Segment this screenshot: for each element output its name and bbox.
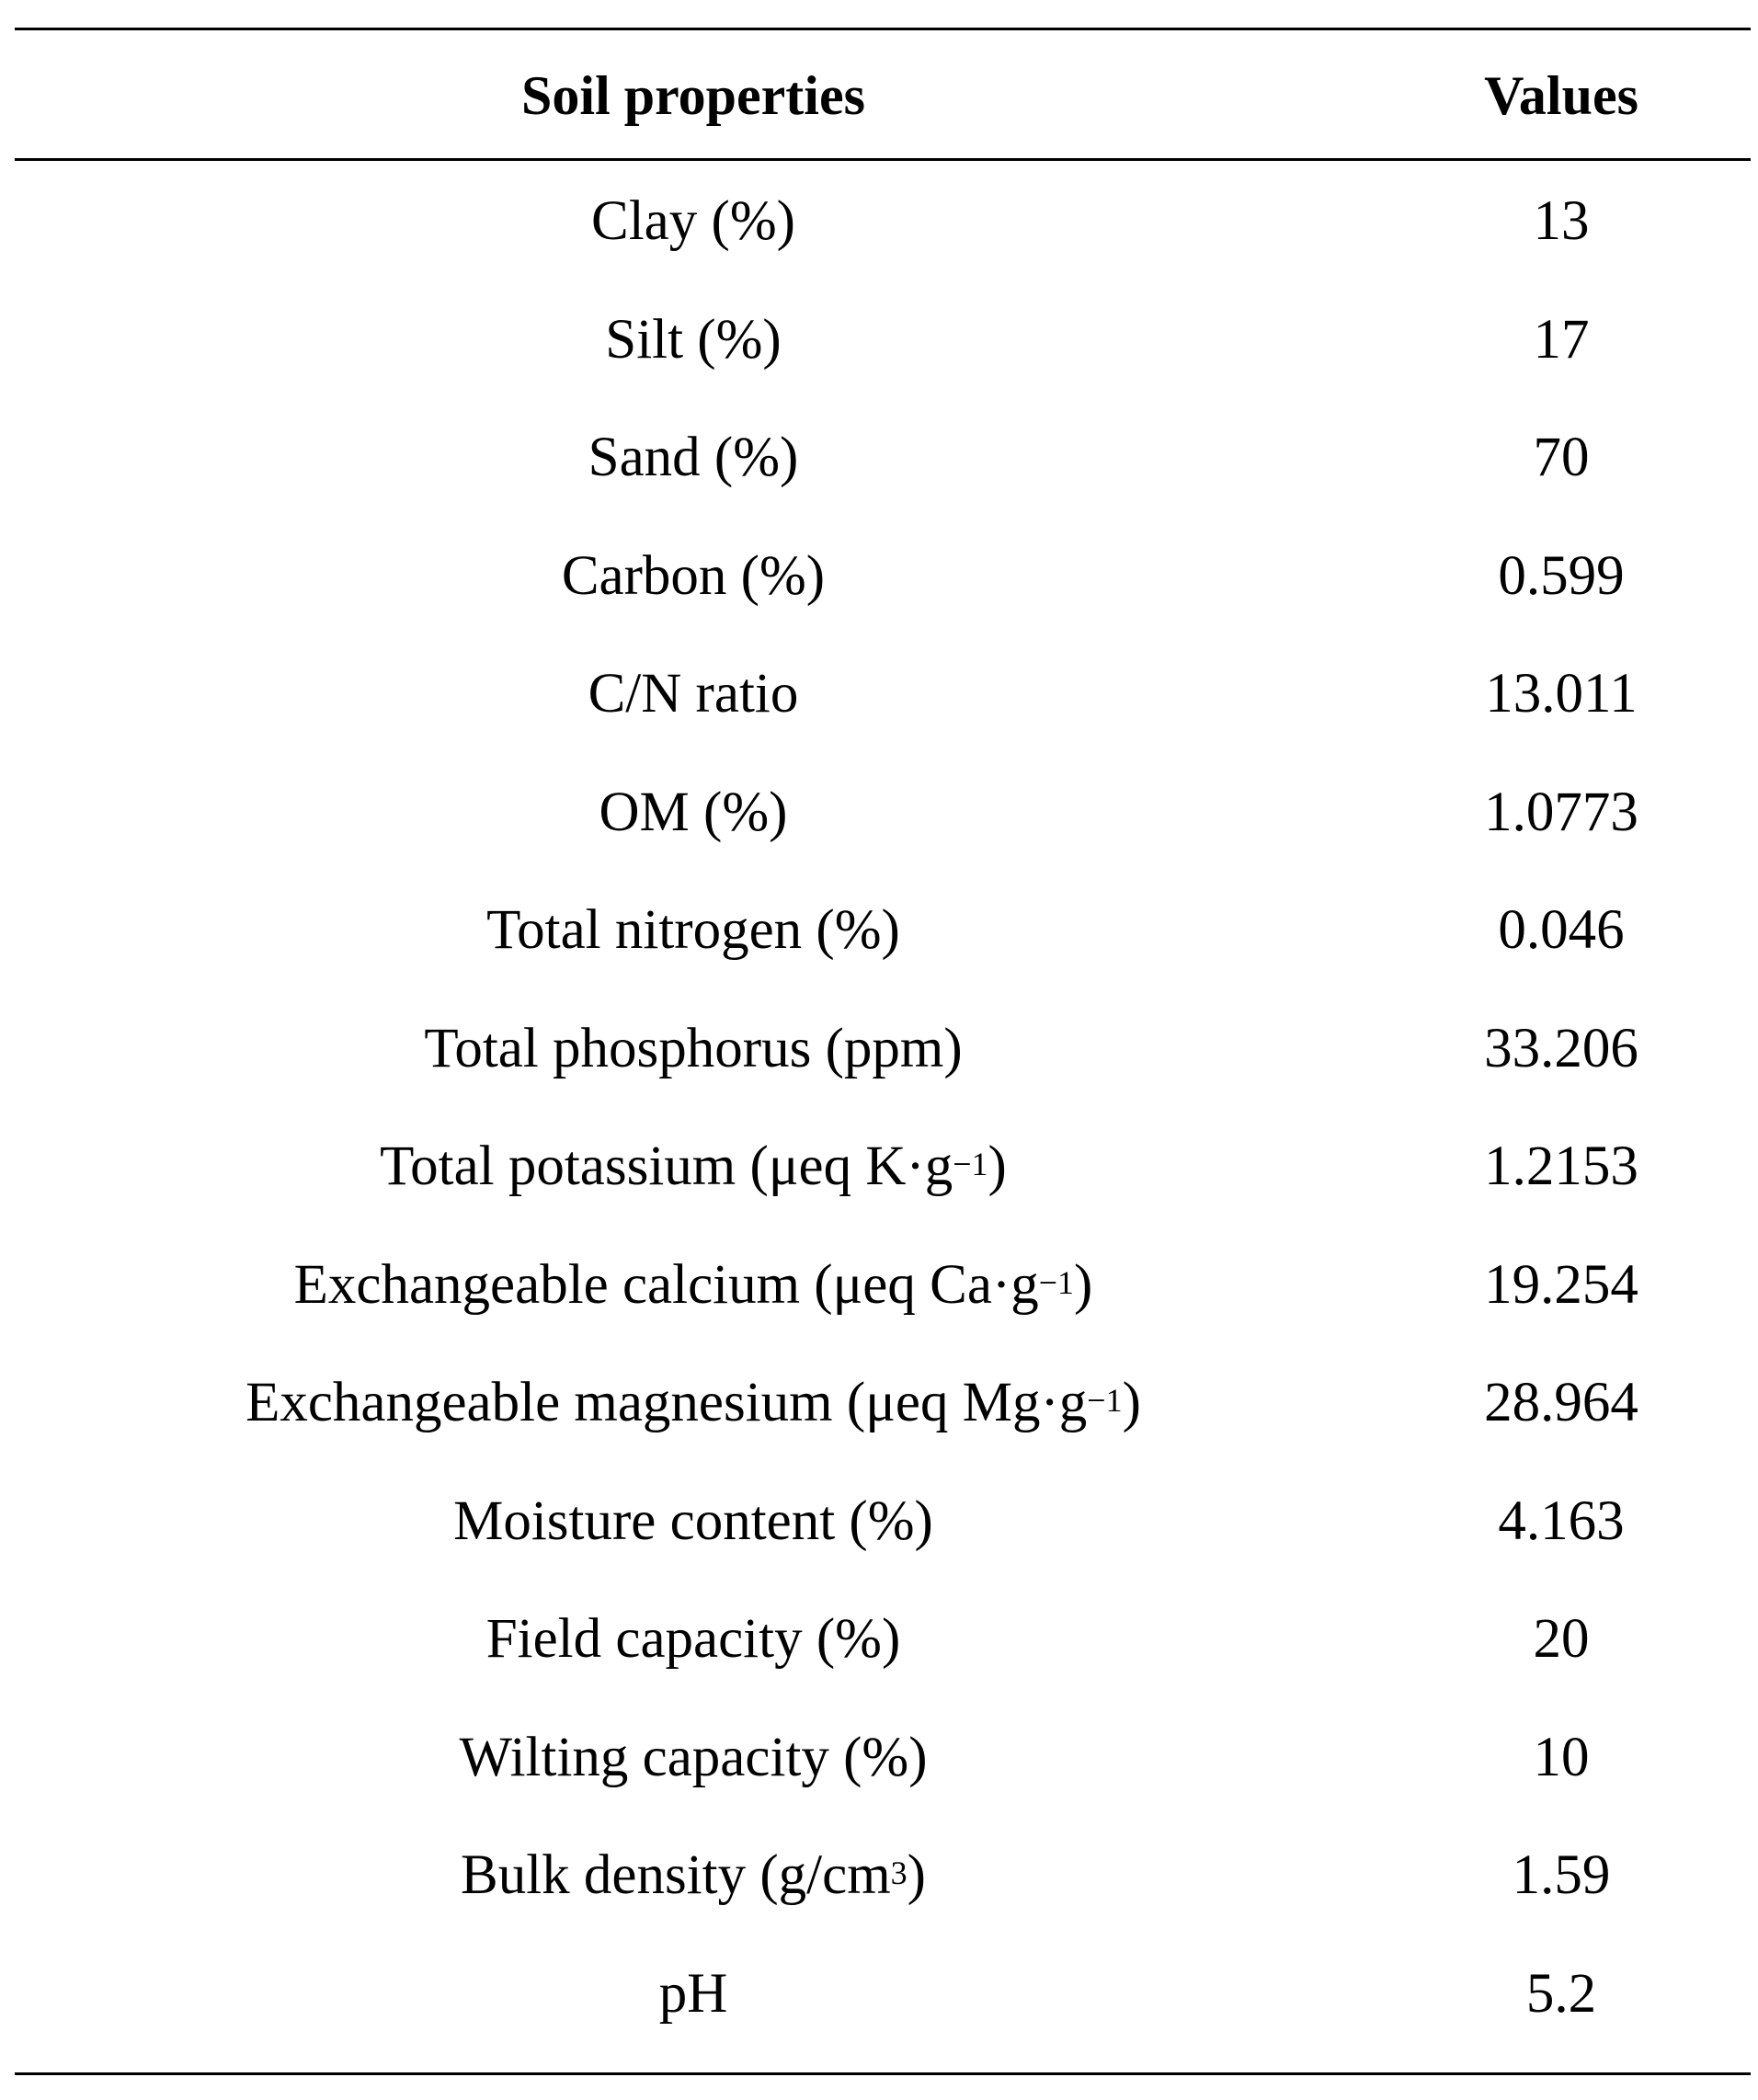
row-label-text: C/N ratio	[588, 663, 799, 725]
table-row	[0, 1698, 1758, 1816]
row-value-text: 20	[1533, 1608, 1590, 1670]
table-row	[0, 871, 1758, 988]
table-row	[0, 517, 1758, 634]
row-value	[1372, 1253, 1751, 1316]
row-value	[1372, 1017, 1751, 1079]
row-label-text: Bulk density (g/cm	[461, 1844, 891, 1906]
table-row	[0, 753, 1758, 871]
table-row	[0, 398, 1758, 516]
row-label-text: Moisture content (%)	[453, 1489, 933, 1552]
table-row	[0, 1107, 1758, 1225]
row-label	[15, 1844, 1372, 1906]
row-label-text: pH	[658, 1962, 728, 2025]
row-value	[1372, 1136, 1751, 1197]
row-label	[15, 1253, 1372, 1316]
table-header-row	[0, 31, 1758, 158]
table-row	[0, 1580, 1758, 1697]
row-value	[1372, 1372, 1751, 1433]
row-value	[1372, 781, 1751, 843]
row-value-text: 1.59	[1512, 1844, 1611, 1906]
row-value-text: 13.011	[1485, 663, 1638, 725]
row-label	[15, 427, 1372, 488]
table-row	[0, 1343, 1758, 1461]
row-label-text: Silt (%)	[605, 308, 782, 371]
row-value	[1372, 427, 1751, 488]
superscript: −1	[953, 1146, 988, 1182]
row-value	[1372, 308, 1751, 371]
row-value-text: 10	[1533, 1726, 1590, 1788]
table-row	[0, 1935, 1758, 2052]
row-value-text: 19.254	[1484, 1253, 1638, 1316]
row-label-text: Clay (%)	[591, 190, 795, 252]
row-value	[1372, 190, 1751, 252]
row-label-text: Carbon (%)	[561, 544, 826, 607]
row-label	[15, 308, 1372, 371]
row-value	[1372, 544, 1751, 607]
row-label	[15, 663, 1372, 725]
row-label	[15, 1017, 1372, 1079]
row-label	[15, 781, 1372, 843]
row-label	[15, 1489, 1372, 1552]
row-label	[15, 1962, 1372, 2025]
row-label	[15, 1136, 1372, 1197]
row-value-text: 0.599	[1498, 544, 1625, 607]
row-label-text: Sand (%)	[588, 427, 799, 488]
table-row	[0, 634, 1758, 752]
superscript: −1	[1087, 1382, 1123, 1419]
row-value-text: 17	[1533, 308, 1590, 371]
row-value	[1372, 899, 1751, 961]
row-value-text: 0.046	[1498, 899, 1625, 961]
row-value-text: 33.206	[1484, 1017, 1638, 1079]
row-label	[15, 190, 1372, 252]
table-row	[0, 280, 1758, 398]
row-label-text: Field capacity (%)	[485, 1608, 901, 1670]
row-value	[1372, 1962, 1751, 2025]
row-label-suffix: )	[987, 1136, 1007, 1197]
table-body	[0, 162, 1758, 2072]
table-header-rule	[15, 158, 1751, 161]
row-value-text: 70	[1533, 427, 1590, 488]
superscript: −1	[1038, 1263, 1075, 1301]
row-value	[1372, 1844, 1751, 1906]
row-value-text: 5.2	[1525, 1962, 1597, 2025]
table-row	[0, 1816, 1758, 1934]
header-soil-properties: Soil properties	[521, 65, 865, 126]
header-values	[1372, 65, 1751, 126]
table-row	[0, 1226, 1758, 1343]
row-value	[1372, 1608, 1751, 1670]
header-values-label: Values	[1484, 65, 1638, 126]
table-top-rule	[15, 28, 1751, 30]
row-label-text: Total nitrogen (%)	[486, 899, 900, 961]
table-row	[0, 1462, 1758, 1580]
row-value	[1372, 1489, 1751, 1552]
row-label-suffix: )	[1074, 1253, 1093, 1316]
row-label-text: Total phosphorus (ppm)	[424, 1017, 963, 1079]
row-label-text: Exchangeable magnesium (μeq Mg·g	[245, 1372, 1088, 1433]
row-label	[15, 1608, 1372, 1670]
row-value	[1372, 1726, 1751, 1788]
row-label-text: Wilting capacity (%)	[459, 1726, 928, 1788]
table-row	[0, 989, 1758, 1107]
row-label	[15, 1372, 1372, 1433]
row-label-text: Total potassium (μeq K·g	[380, 1136, 953, 1197]
superscript: 3	[890, 1855, 908, 1891]
row-value-text: 28.964	[1484, 1372, 1638, 1433]
table-row	[0, 162, 1758, 280]
row-label-text: Exchangeable calcium (μeq Ca·g	[293, 1253, 1039, 1316]
row-label	[15, 1726, 1372, 1788]
row-value-text: 1.0773	[1484, 781, 1638, 843]
row-label-text: OM (%)	[599, 781, 788, 843]
row-label	[15, 544, 1372, 607]
row-label	[15, 899, 1372, 961]
row-value	[1372, 663, 1751, 725]
table-bottom-rule	[15, 2072, 1751, 2075]
row-value-text: 4.163	[1498, 1489, 1625, 1552]
row-label-suffix: )	[1122, 1372, 1141, 1433]
row-value-text: 1.2153	[1484, 1136, 1638, 1197]
row-label-suffix: )	[907, 1844, 926, 1906]
row-value-text: 13	[1533, 190, 1590, 252]
